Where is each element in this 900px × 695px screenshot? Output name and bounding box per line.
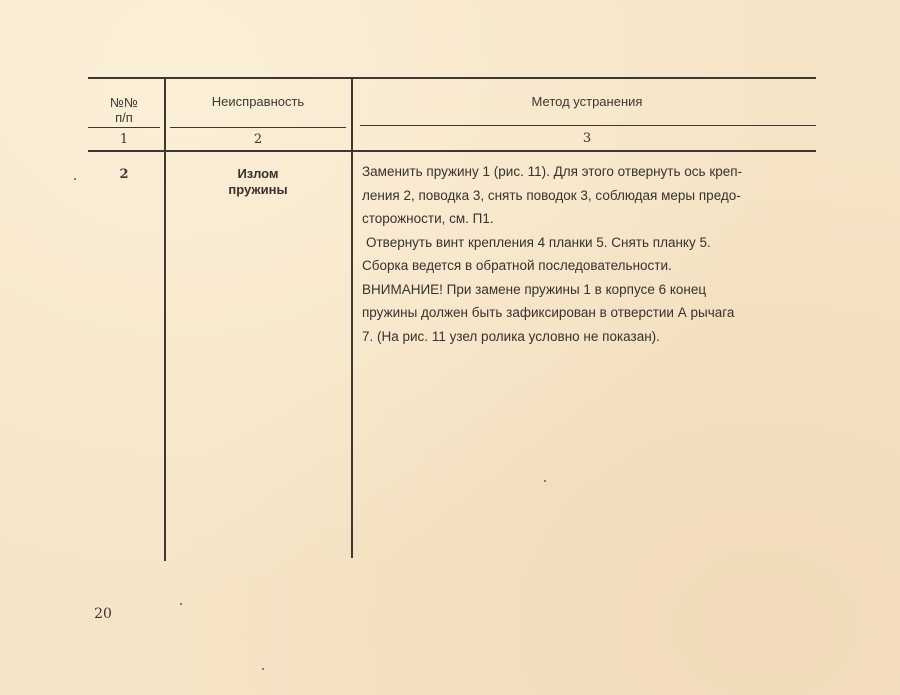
paper-speck [262,668,264,670]
fault-cell [168,166,348,198]
header-num-line1: №№ [110,95,138,110]
method-line-7: пружины должен быть зафиксирован в отверстии А рычага [362,305,735,320]
paper-speck [180,603,182,605]
method-line-2: ления 2, поводка 3, снять поводок 3, соблюдая меры предо- [362,187,741,203]
method-line-8: 7. (На рис. 11 узел ролика условно не показан). [362,328,660,344]
fault-line-2: пружины [228,182,288,197]
header-rule-middle [170,127,346,128]
method-line-6: ВНИМАНИЕ! При замене пружины 1 в корпусе 6 конец [362,281,707,297]
header-num [88,95,160,125]
method-line-5: Сборка ведется в обратной последовательности. [362,258,672,273]
method-line-3: сторожности, см. П1. [362,211,494,226]
header-fault: Неисправность [211,94,305,109]
column-number-3: 3 [582,131,592,146]
paper-speck [544,480,546,482]
column-number-2: 2 [253,132,263,147]
row-number: 2 [119,167,129,182]
table-top-rule [88,77,816,79]
column-divider-1 [164,78,166,561]
method-line-4: Отвернуть винт крепления 4 планки 5. Снять планку 5. [366,234,711,250]
header-method: Метод устранения [531,94,643,109]
method-line-1: Заменить пружину 1 (рис. 11). Для этого отвернуть ось креп- [362,164,743,179]
column-numbers-rule [88,150,816,152]
header-num-line2: п/п [115,110,133,125]
paper-speck [74,178,76,180]
column-divider-2 [351,78,353,558]
header-rule-left [88,127,160,128]
fault-line-1: Излом [237,166,279,181]
page-number: 20 [94,606,112,622]
method-cell [362,160,817,348]
header-rule-right [360,125,816,126]
column-number-1: 1 [119,132,129,147]
